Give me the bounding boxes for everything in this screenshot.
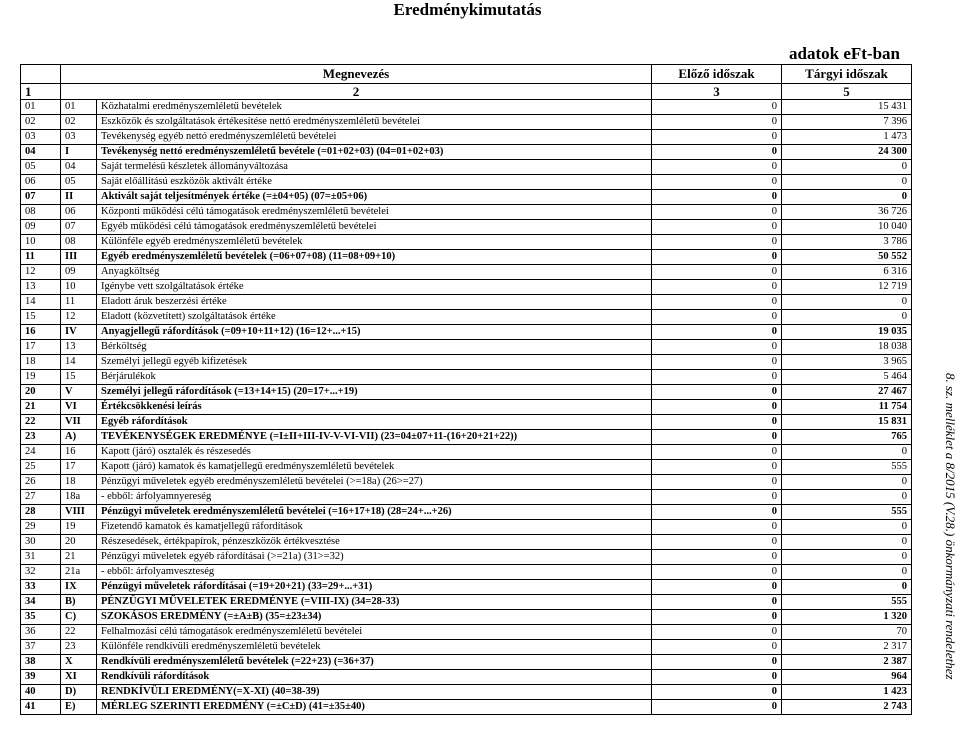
table-row (21, 235, 912, 250)
row-previous-value: 0 (652, 100, 782, 115)
row-current-value: 0 (782, 535, 912, 550)
row-number: 27 (21, 490, 61, 505)
row-label: Kapott (járó) kamatok és kamatjellegű eredményszemléletű bevételek (97, 460, 652, 475)
row-code: VII (61, 415, 97, 430)
row-current-value: 11 754 (782, 400, 912, 415)
row-label: Pénzügyi műveletek egyéb eredményszemléletű bevételei (>=18a) (26>=27) (97, 475, 652, 490)
row-previous-value: 0 (652, 580, 782, 595)
row-previous-value: 0 (652, 115, 782, 130)
row-code: 10 (61, 280, 97, 295)
row-current-value: 0 (782, 295, 912, 310)
row-current-value: 3 965 (782, 355, 912, 370)
table-row (21, 415, 912, 430)
row-current-value: 0 (782, 520, 912, 535)
row-number: 41 (21, 700, 61, 715)
table-row (21, 400, 912, 415)
row-current-value: 6 316 (782, 265, 912, 280)
row-label: Felhalmozási célú támogatások eredményszemléletű bevételei (97, 625, 652, 640)
row-code: 08 (61, 235, 97, 250)
row-number: 37 (21, 640, 61, 655)
row-previous-value: 0 (652, 415, 782, 430)
row-previous-value: 0 (652, 145, 782, 160)
row-number: 32 (21, 565, 61, 580)
unit-label: adatok eFt-ban (789, 44, 900, 63)
row-previous-value: 0 (652, 370, 782, 385)
table-row (21, 310, 912, 325)
page-title: Eredménykimutatás (393, 0, 542, 19)
table-row (21, 295, 912, 310)
row-current-value: 0 (782, 310, 912, 325)
row-code: 22 (61, 625, 97, 640)
table-row (21, 145, 912, 160)
row-current-value: 0 (782, 175, 912, 190)
row-code: 05 (61, 175, 97, 190)
row-previous-value: 0 (652, 655, 782, 670)
row-number: 40 (21, 685, 61, 700)
table-row (21, 265, 912, 280)
row-previous-value: 0 (652, 265, 782, 280)
row-number: 24 (21, 445, 61, 460)
row-previous-value: 0 (652, 520, 782, 535)
row-number: 38 (21, 655, 61, 670)
row-number: 09 (21, 220, 61, 235)
row-current-value: 0 (782, 160, 912, 175)
table-row (21, 325, 912, 340)
table-row (21, 340, 912, 355)
row-number: 33 (21, 580, 61, 595)
row-label: Pénzügyi műveletek eredményszemléletű bevételei (=16+17+18) (28=24+...+26) (97, 505, 652, 520)
row-current-value: 27 467 (782, 385, 912, 400)
row-current-value: 0 (782, 565, 912, 580)
row-code: III (61, 250, 97, 265)
row-code: 16 (61, 445, 97, 460)
col-number-2: 2 (61, 84, 652, 100)
row-number: 14 (21, 295, 61, 310)
table-row (21, 460, 912, 475)
row-previous-value: 0 (652, 130, 782, 145)
row-number: 03 (21, 130, 61, 145)
row-previous-value: 0 (652, 385, 782, 400)
row-code: 03 (61, 130, 97, 145)
row-code: 12 (61, 310, 97, 325)
row-current-value: 964 (782, 670, 912, 685)
row-number: 08 (21, 205, 61, 220)
row-current-value: 19 035 (782, 325, 912, 340)
row-number: 18 (21, 355, 61, 370)
row-previous-value: 0 (652, 190, 782, 205)
table-row (21, 175, 912, 190)
row-number: 21 (21, 400, 61, 415)
row-previous-value: 0 (652, 160, 782, 175)
row-previous-value: 0 (652, 565, 782, 580)
row-previous-value: 0 (652, 235, 782, 250)
row-code: VI (61, 400, 97, 415)
row-previous-value: 0 (652, 220, 782, 235)
row-number: 30 (21, 535, 61, 550)
table-row (21, 115, 912, 130)
row-code: I (61, 145, 97, 160)
row-number: 16 (21, 325, 61, 340)
row-label: Aktivált saját teljesítmények értéke (=±04+05) (07=±05+06) (97, 190, 652, 205)
row-label: Pénzügyi műveletek ráfordításai (=19+20+21) (33=29+...+31) (97, 580, 652, 595)
row-code: 15 (61, 370, 97, 385)
table-row (21, 355, 912, 370)
row-current-value: 2 743 (782, 700, 912, 715)
row-previous-value: 0 (652, 310, 782, 325)
col-number-1: 1 (21, 84, 61, 100)
table-row (21, 370, 912, 385)
row-current-value: 50 552 (782, 250, 912, 265)
row-number: 19 (21, 370, 61, 385)
row-code: 19 (61, 520, 97, 535)
table-row (21, 505, 912, 520)
row-previous-value: 0 (652, 700, 782, 715)
row-label: RENDKÍVÜLI EREDMÉNY(=X-XI) (40=38-39) (97, 685, 652, 700)
row-code: XI (61, 670, 97, 685)
row-label: TEVÉKENYSÉGEK EREDMÉNYE (=I±II+III-IV-V-VI-VII) (23=04±07+11-(16+20+21+22)) (97, 430, 652, 445)
table-row (21, 595, 912, 610)
header-empty (21, 65, 61, 84)
row-current-value: 765 (782, 430, 912, 445)
table-row (21, 625, 912, 640)
row-current-value: 7 396 (782, 115, 912, 130)
row-previous-value: 0 (652, 595, 782, 610)
row-number: 04 (21, 145, 61, 160)
table-row (21, 535, 912, 550)
row-code: 09 (61, 265, 97, 280)
column-number-row (21, 84, 912, 100)
row-current-value: 1 473 (782, 130, 912, 145)
row-number: 15 (21, 310, 61, 325)
income-statement-table (20, 64, 912, 715)
row-label: Egyéb eredményszemléletű bevételek (=06+07+08) (11=08+09+10) (97, 250, 652, 265)
row-previous-value: 0 (652, 640, 782, 655)
row-previous-value: 0 (652, 295, 782, 310)
row-label: Igénybe vett szolgáltatások értéke (97, 280, 652, 295)
row-previous-value: 0 (652, 250, 782, 265)
header-description: Megnevezés (61, 65, 652, 84)
table-row (21, 220, 912, 235)
row-current-value: 555 (782, 460, 912, 475)
row-previous-value: 0 (652, 430, 782, 445)
table-row (21, 190, 912, 205)
table-row (21, 385, 912, 400)
row-current-value: 0 (782, 550, 912, 565)
row-label: Pénzügyi műveletek egyéb ráfordításai (>=21a) (31>=32) (97, 550, 652, 565)
row-label: - ebből: árfolyamveszteség (97, 565, 652, 580)
row-number: 22 (21, 415, 61, 430)
row-code: 18 (61, 475, 97, 490)
row-current-value: 555 (782, 595, 912, 610)
table-row (21, 580, 912, 595)
table-row (21, 655, 912, 670)
table-row (21, 685, 912, 700)
row-current-value: 12 719 (782, 280, 912, 295)
row-number: 23 (21, 430, 61, 445)
table-row (21, 520, 912, 535)
table-row (21, 640, 912, 655)
row-code: B) (61, 595, 97, 610)
row-code: 02 (61, 115, 97, 130)
row-current-value: 0 (782, 190, 912, 205)
row-current-value: 2 387 (782, 655, 912, 670)
row-previous-value: 0 (652, 625, 782, 640)
table-row (21, 445, 912, 460)
row-current-value: 0 (782, 445, 912, 460)
row-number: 25 (21, 460, 61, 475)
row-label: Eladott (közvetített) szolgáltatások értéke (97, 310, 652, 325)
row-code: V (61, 385, 97, 400)
row-label: Saját termelésű készletek állományváltozása (97, 160, 652, 175)
row-current-value: 2 317 (782, 640, 912, 655)
row-code: IV (61, 325, 97, 340)
row-current-value: 0 (782, 580, 912, 595)
row-label: Tevékenység egyéb nettó eredményszemléletű bevételei (97, 130, 652, 145)
row-code: VIII (61, 505, 97, 520)
row-current-value: 3 786 (782, 235, 912, 250)
row-previous-value: 0 (652, 340, 782, 355)
row-current-value: 18 038 (782, 340, 912, 355)
row-number: 17 (21, 340, 61, 355)
row-label: Kapott (járó) osztalék és részesedés (97, 445, 652, 460)
row-code: 17 (61, 460, 97, 475)
row-previous-value: 0 (652, 175, 782, 190)
row-previous-value: 0 (652, 490, 782, 505)
col-number-3: 3 (652, 84, 782, 100)
table-row (21, 100, 912, 115)
row-code: 11 (61, 295, 97, 310)
row-current-value: 15 831 (782, 415, 912, 430)
table-row (21, 670, 912, 685)
side-note: 8. sz. melléklet a 8/2015 (V.28.) önkormányzati rendelethez (943, 373, 958, 680)
row-label: Központi működési célú támogatások eredményszemléletű bevételei (97, 205, 652, 220)
table-row (21, 130, 912, 145)
row-current-value: 1 320 (782, 610, 912, 625)
row-number: 29 (21, 520, 61, 535)
row-previous-value: 0 (652, 535, 782, 550)
row-number: 01 (21, 100, 61, 115)
row-current-value: 36 726 (782, 205, 912, 220)
row-label: SZOKÁSOS EREDMÉNY (=±A±B) (35=±23±34) (97, 610, 652, 625)
row-label: Anyagköltség (97, 265, 652, 280)
row-number: 20 (21, 385, 61, 400)
row-label: Rendkívüli ráfordítások (97, 670, 652, 685)
row-current-value: 0 (782, 475, 912, 490)
row-previous-value: 0 (652, 460, 782, 475)
row-current-value: 24 300 (782, 145, 912, 160)
row-code: X (61, 655, 97, 670)
row-code: 13 (61, 340, 97, 355)
row-label: Részesedések, értékpapírok, pénzeszközök értékvesztése (97, 535, 652, 550)
row-label: Értékcsökkenési leírás (97, 400, 652, 415)
row-current-value: 15 431 (782, 100, 912, 115)
row-current-value: 1 423 (782, 685, 912, 700)
row-label: Különféle egyéb eredményszemléletű bevételek (97, 235, 652, 250)
row-code: C) (61, 610, 97, 625)
row-label: Fizetendő kamatok és kamatjellegű ráfordítások (97, 520, 652, 535)
row-current-value: 5 464 (782, 370, 912, 385)
row-number: 26 (21, 475, 61, 490)
row-label: Személyi jellegű egyéb kifizetések (97, 355, 652, 370)
row-label: Eszközök és szolgáltatások értékesítése nettó eredményszemléletű bevételei (97, 115, 652, 130)
row-code: D) (61, 685, 97, 700)
row-previous-value: 0 (652, 325, 782, 340)
table-row (21, 700, 912, 715)
row-current-value: 70 (782, 625, 912, 640)
table-row (21, 550, 912, 565)
table-row (21, 280, 912, 295)
row-code: 21 (61, 550, 97, 565)
row-number: 11 (21, 250, 61, 265)
table-row (21, 160, 912, 175)
row-code: 20 (61, 535, 97, 550)
row-previous-value: 0 (652, 205, 782, 220)
table-row (21, 250, 912, 265)
row-previous-value: 0 (652, 445, 782, 460)
row-previous-value: 0 (652, 400, 782, 415)
row-code: IX (61, 580, 97, 595)
row-number: 06 (21, 175, 61, 190)
row-number: 31 (21, 550, 61, 565)
row-previous-value: 0 (652, 670, 782, 685)
table-row (21, 565, 912, 580)
row-code: 04 (61, 160, 97, 175)
row-current-value: 555 (782, 505, 912, 520)
row-code: 18a (61, 490, 97, 505)
row-number: 13 (21, 280, 61, 295)
row-label: Eladott áruk beszerzési értéke (97, 295, 652, 310)
row-label: Különféle rendkívüli eredményszemléletű bevételek (97, 640, 652, 655)
row-code: E) (61, 700, 97, 715)
row-code: 23 (61, 640, 97, 655)
row-label: Saját előállítású eszközök aktivált értéke (97, 175, 652, 190)
row-label: Személyi jellegű ráfordítások (=13+14+15) (20=17+...+19) (97, 385, 652, 400)
row-number: 12 (21, 265, 61, 280)
row-code: 14 (61, 355, 97, 370)
row-number: 39 (21, 670, 61, 685)
row-label: PÉNZÜGYI MŰVELETEK EREDMÉNYE (=VIII-IX) (34=28-33) (97, 595, 652, 610)
row-number: 05 (21, 160, 61, 175)
row-label: Egyéb ráfordítások (97, 415, 652, 430)
row-number: 10 (21, 235, 61, 250)
table-row (21, 475, 912, 490)
row-previous-value: 0 (652, 550, 782, 565)
header-previous-period: Előző időszak (652, 65, 782, 84)
row-code: 21a (61, 565, 97, 580)
row-label: Közhatalmi eredményszemléletű bevételek (97, 100, 652, 115)
table-row (21, 430, 912, 445)
row-label: Anyagjellegű ráfordítások (=09+10+11+12) (16=12+...+15) (97, 325, 652, 340)
row-label: Tevékenység nettó eredményszemléletű bevétele (=01+02+03) (04=01+02+03) (97, 145, 652, 160)
row-code: 01 (61, 100, 97, 115)
row-label: MÉRLEG SZERINTI EREDMÉNY (=±C±D) (41=±35±40) (97, 700, 652, 715)
row-previous-value: 0 (652, 475, 782, 490)
row-number: 36 (21, 625, 61, 640)
row-label: - ebből: árfolyamnyereség (97, 490, 652, 505)
row-previous-value: 0 (652, 280, 782, 295)
row-label: Egyéb működési célú támogatások eredményszemléletű bevételei (97, 220, 652, 235)
table-row (21, 610, 912, 625)
row-number: 07 (21, 190, 61, 205)
row-number: 34 (21, 595, 61, 610)
row-code: 07 (61, 220, 97, 235)
row-current-value: 10 040 (782, 220, 912, 235)
table-row (21, 205, 912, 220)
row-label: Bérköltség (97, 340, 652, 355)
row-number: 28 (21, 505, 61, 520)
row-code: II (61, 190, 97, 205)
row-code: A) (61, 430, 97, 445)
row-previous-value: 0 (652, 610, 782, 625)
row-number: 02 (21, 115, 61, 130)
row-previous-value: 0 (652, 505, 782, 520)
row-number: 35 (21, 610, 61, 625)
row-label: Bérjárulékok (97, 370, 652, 385)
row-current-value: 0 (782, 490, 912, 505)
row-previous-value: 0 (652, 355, 782, 370)
header-current-period: Tárgyi időszak (782, 65, 912, 84)
row-code: 06 (61, 205, 97, 220)
col-number-5: 5 (782, 84, 912, 100)
table-row (21, 490, 912, 505)
row-previous-value: 0 (652, 685, 782, 700)
header-row (21, 65, 912, 84)
row-label: Rendkívüli eredményszemléletű bevételek (=22+23) (=36+37) (97, 655, 652, 670)
